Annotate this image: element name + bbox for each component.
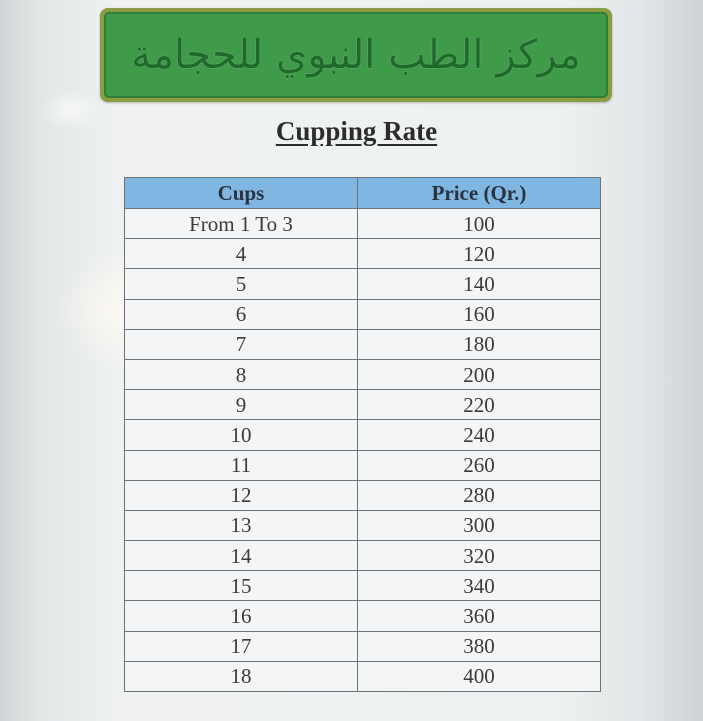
cups-cell: 8 [125, 359, 358, 389]
cups-cell: 13 [125, 510, 358, 540]
price-cell: 200 [358, 359, 601, 389]
table-row [125, 450, 601, 480]
cups-cell: 14 [125, 541, 358, 571]
table-row [125, 420, 601, 450]
table-row [125, 480, 601, 510]
price-cell: 380 [358, 631, 601, 661]
price-cell: 100 [358, 209, 601, 239]
price-table [124, 177, 601, 692]
table-row [125, 359, 601, 389]
table-row [125, 661, 601, 691]
price-cell: 260 [358, 450, 601, 480]
cups-cell: 7 [125, 329, 358, 359]
price-cell: 240 [358, 420, 601, 450]
table-row [125, 601, 601, 631]
cups-cell: 5 [125, 269, 358, 299]
cups-cell: From 1 To 3 [125, 209, 358, 239]
cups-cell: 16 [125, 601, 358, 631]
price-cell: 220 [358, 390, 601, 420]
price-cell: 320 [358, 541, 601, 571]
table-row [125, 209, 601, 239]
table-body [125, 209, 601, 692]
table-row [125, 299, 601, 329]
table-row [125, 571, 601, 601]
table-row [125, 510, 601, 540]
table-row [125, 269, 601, 299]
table-row [125, 631, 601, 661]
cups-cell: 18 [125, 661, 358, 691]
arabic-banner-panel [104, 12, 608, 98]
price-cell: 120 [358, 239, 601, 269]
cups-cell: 11 [125, 450, 358, 480]
price-cell: 300 [358, 510, 601, 540]
column-header-cups: Cups [125, 178, 358, 209]
price-cell: 160 [358, 299, 601, 329]
cups-cell: 6 [125, 299, 358, 329]
arabic-banner [100, 8, 612, 102]
cups-cell: 12 [125, 480, 358, 510]
price-cell: 340 [358, 571, 601, 601]
table-row [125, 329, 601, 359]
table-header-row [125, 178, 601, 209]
cups-cell: 15 [125, 571, 358, 601]
price-cell: 280 [358, 480, 601, 510]
price-cell: 140 [358, 269, 601, 299]
cups-cell: 17 [125, 631, 358, 661]
cups-cell: 10 [125, 420, 358, 450]
page-title: Cupping Rate [275, 116, 438, 146]
table-row [125, 390, 601, 420]
arabic-banner-title: مركز الطب النبوي للحجامة [131, 32, 581, 78]
column-header-price: Price (Qr.) [358, 178, 601, 209]
cups-cell: 9 [125, 390, 358, 420]
price-cell: 360 [358, 601, 601, 631]
price-cell: 400 [358, 661, 601, 691]
table-row [125, 541, 601, 571]
table-row [125, 239, 601, 269]
price-cell: 180 [358, 329, 601, 359]
cups-cell: 4 [125, 239, 358, 269]
